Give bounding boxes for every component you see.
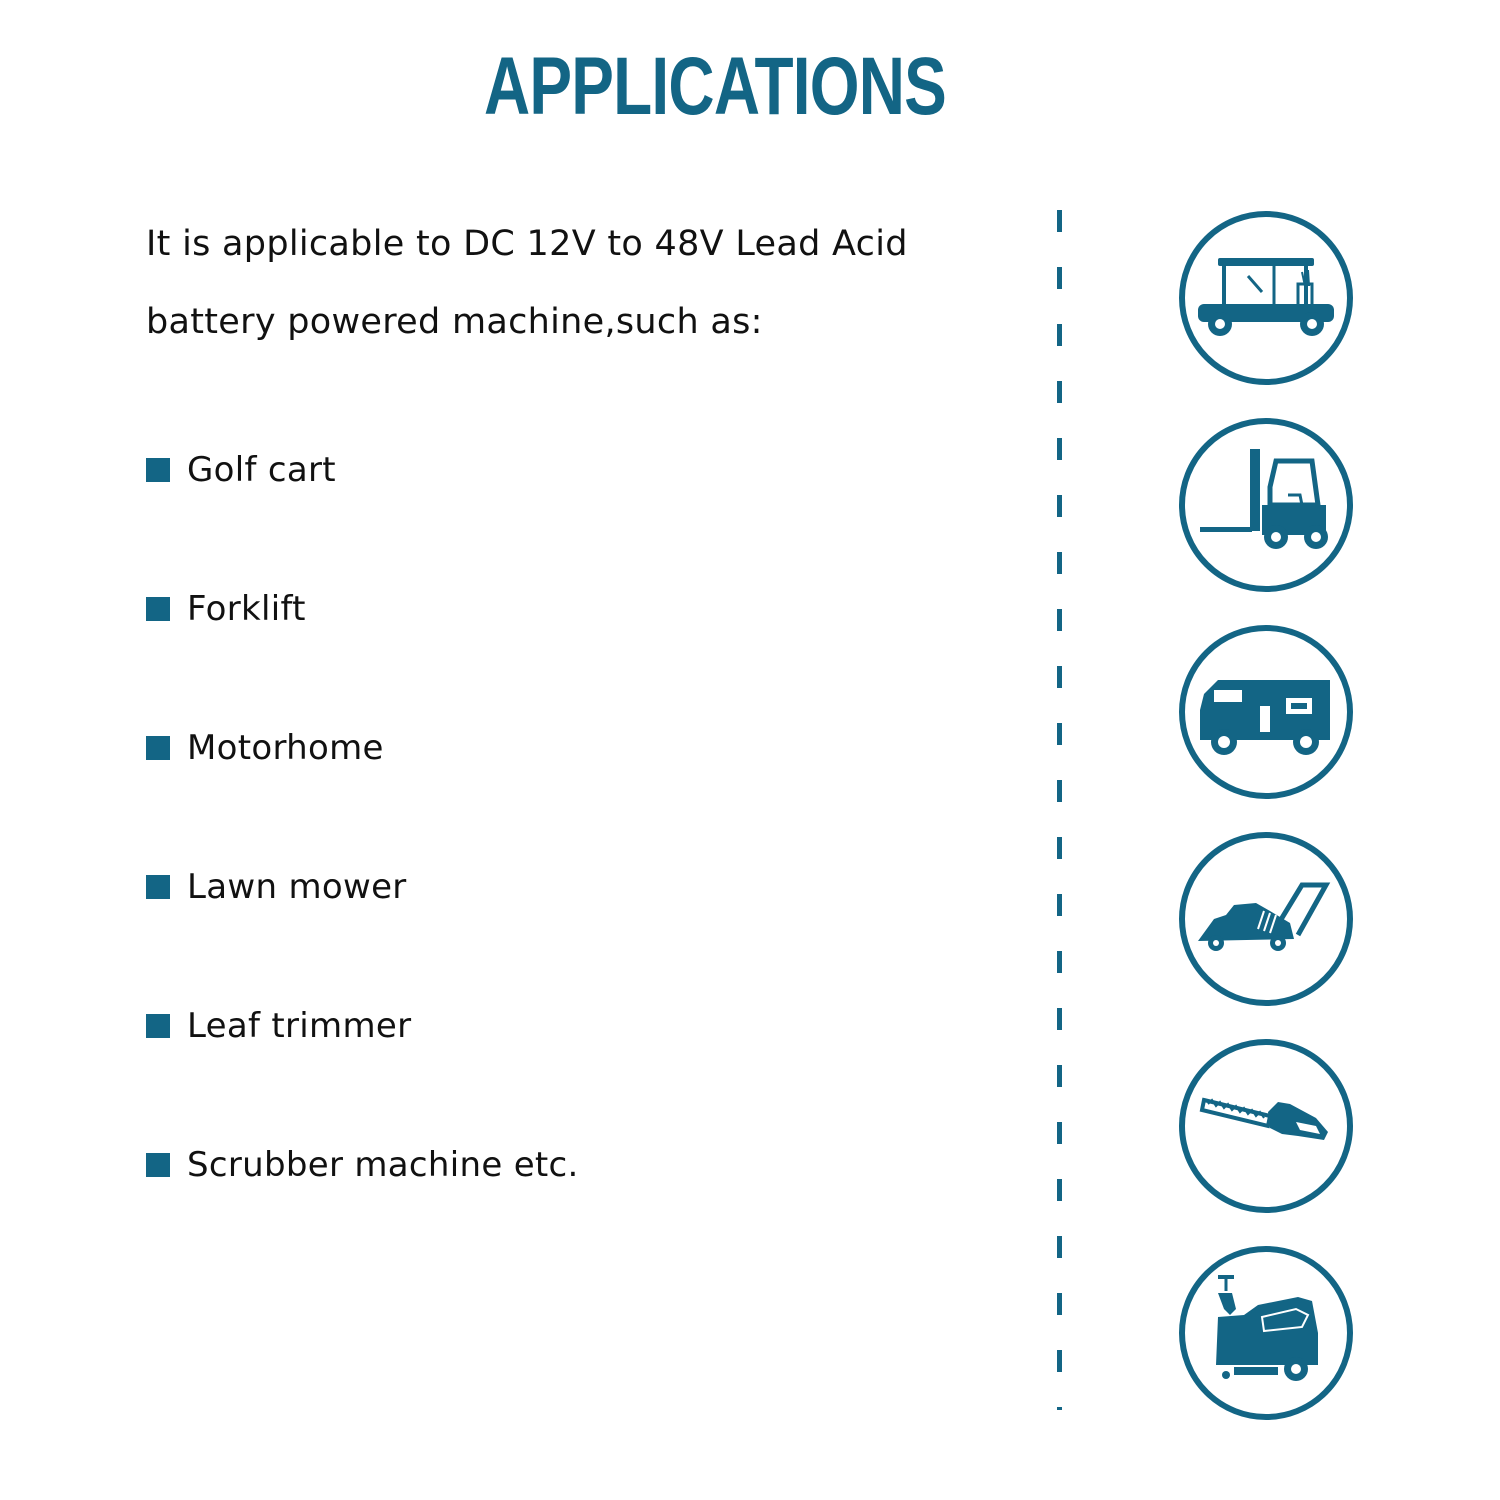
dashed-divider — [1056, 210, 1063, 1410]
golf-cart-icon — [1178, 210, 1354, 386]
forklift-icon — [1178, 417, 1354, 593]
list-item-label: Scrubber machine etc. — [187, 1145, 579, 1185]
list-item-label: Golf cart — [187, 450, 336, 490]
square-bullet-icon — [146, 875, 170, 899]
application-icons — [1178, 210, 1354, 1420]
scrubber-machine-icon — [1178, 1245, 1354, 1421]
list-item-label: Leaf trimmer — [187, 1006, 412, 1046]
square-bullet-icon — [146, 736, 170, 760]
list-item-label: Motorhome — [187, 728, 384, 768]
intro-text: It is applicable to DC 12V to 48V Lead Acid battery powered machine,such as: — [146, 224, 908, 342]
page-title: APPLICATIONS — [483, 41, 947, 132]
motorhome-icon — [1178, 624, 1354, 800]
square-bullet-icon — [146, 1153, 170, 1177]
square-bullet-icon — [146, 1014, 170, 1038]
square-bullet-icon — [146, 458, 170, 482]
square-bullet-icon — [146, 597, 170, 621]
list-item-label: Forklift — [187, 589, 306, 629]
lawn-mower-icon — [1178, 831, 1354, 1007]
list-item-label: Lawn mower — [187, 867, 407, 907]
leaf-trimmer-icon — [1178, 1038, 1354, 1214]
